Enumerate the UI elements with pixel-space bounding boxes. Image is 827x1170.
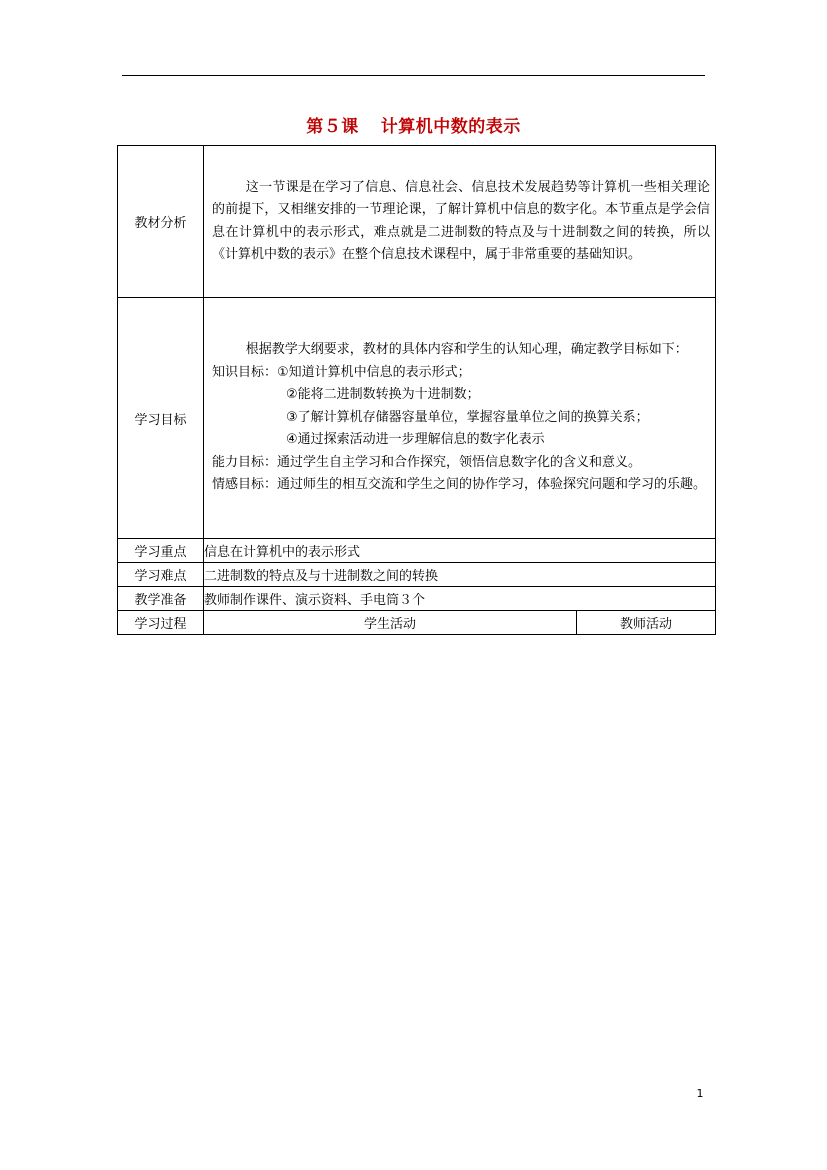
row-analysis xyxy=(118,146,716,298)
label-focus: 学习重点 xyxy=(118,539,204,563)
teacher-activity-header: 教师活动 xyxy=(577,611,716,635)
row-prep xyxy=(118,587,716,611)
page-title xyxy=(0,112,827,137)
title-lesson: 第５课 xyxy=(306,117,359,137)
analysis-text: 这一节课是在学习了信息、信息社会、信息技术发展趋势等计算机一些相关理论的前提下，又相继安排的一节理论课，了解计算机中信息的数字化。本节重点是学会信息在计算机中的表示形式，难点就是二进制数的特点及与十进制数之间的转换，所以《计算机中数的表示》在整个信息技术课程中，属于非常重要的基础知识。 xyxy=(212,179,710,262)
label-difficulty: 学习难点 xyxy=(118,563,204,587)
knowledge-item-1: ①知道计算机中信息的表示形式； xyxy=(277,364,471,380)
row-process xyxy=(118,611,716,635)
knowledge-item-4: ④通过探索活动进一步理解信息的数字化表示 xyxy=(286,432,545,448)
goals-intro: 根据教学大纲要求，教材的具体内容和学生的认知心理，确定教学目标如下： xyxy=(245,342,688,358)
difficulty-text: 二进制数的特点及与十进制数之间的转换 xyxy=(204,563,716,587)
cell-goals xyxy=(204,298,716,539)
ability-key: 能力目标： xyxy=(212,454,278,470)
student-activity-header: 学生活动 xyxy=(204,611,577,635)
page-number: 1 xyxy=(696,1087,704,1100)
title-topic: 计算机中数的表示 xyxy=(380,117,521,137)
knowledge-item-2: ②能将二进制数转换为十进制数； xyxy=(286,387,480,403)
prep-text: 教师制作课件、演示资料、手电筒３个 xyxy=(204,587,716,611)
lesson-plan-table xyxy=(117,145,716,635)
knowledge-item-3: ③了解计算机存储器容量单位，掌握容量单位之间的换算关系； xyxy=(286,409,649,425)
knowledge-key: 知识目标： xyxy=(212,364,278,380)
ability-goal xyxy=(204,452,715,475)
cell-analysis xyxy=(204,146,716,298)
row-difficulty xyxy=(118,563,716,587)
ability-text: 通过学生自主学习和合作探究，领悟信息数字化的含义和意义。 xyxy=(277,454,642,470)
knowledge-goal xyxy=(204,362,715,385)
emotion-goal xyxy=(204,474,715,497)
label-analysis: 教材分析 xyxy=(118,146,204,298)
label-prep: 教学准备 xyxy=(118,587,204,611)
label-process: 学习过程 xyxy=(118,611,204,635)
header-rule xyxy=(122,75,705,76)
emotion-text: 通过师生的相互交流和学生之间的协作学习，体验探究问题和学习的乐趣。 xyxy=(277,477,707,493)
row-focus xyxy=(118,539,716,563)
focus-text: 信息在计算机中的表示形式 xyxy=(204,539,716,563)
row-goals xyxy=(118,298,716,539)
label-goals: 学习目标 xyxy=(118,298,204,539)
emotion-key: 情感目标： xyxy=(212,477,278,493)
